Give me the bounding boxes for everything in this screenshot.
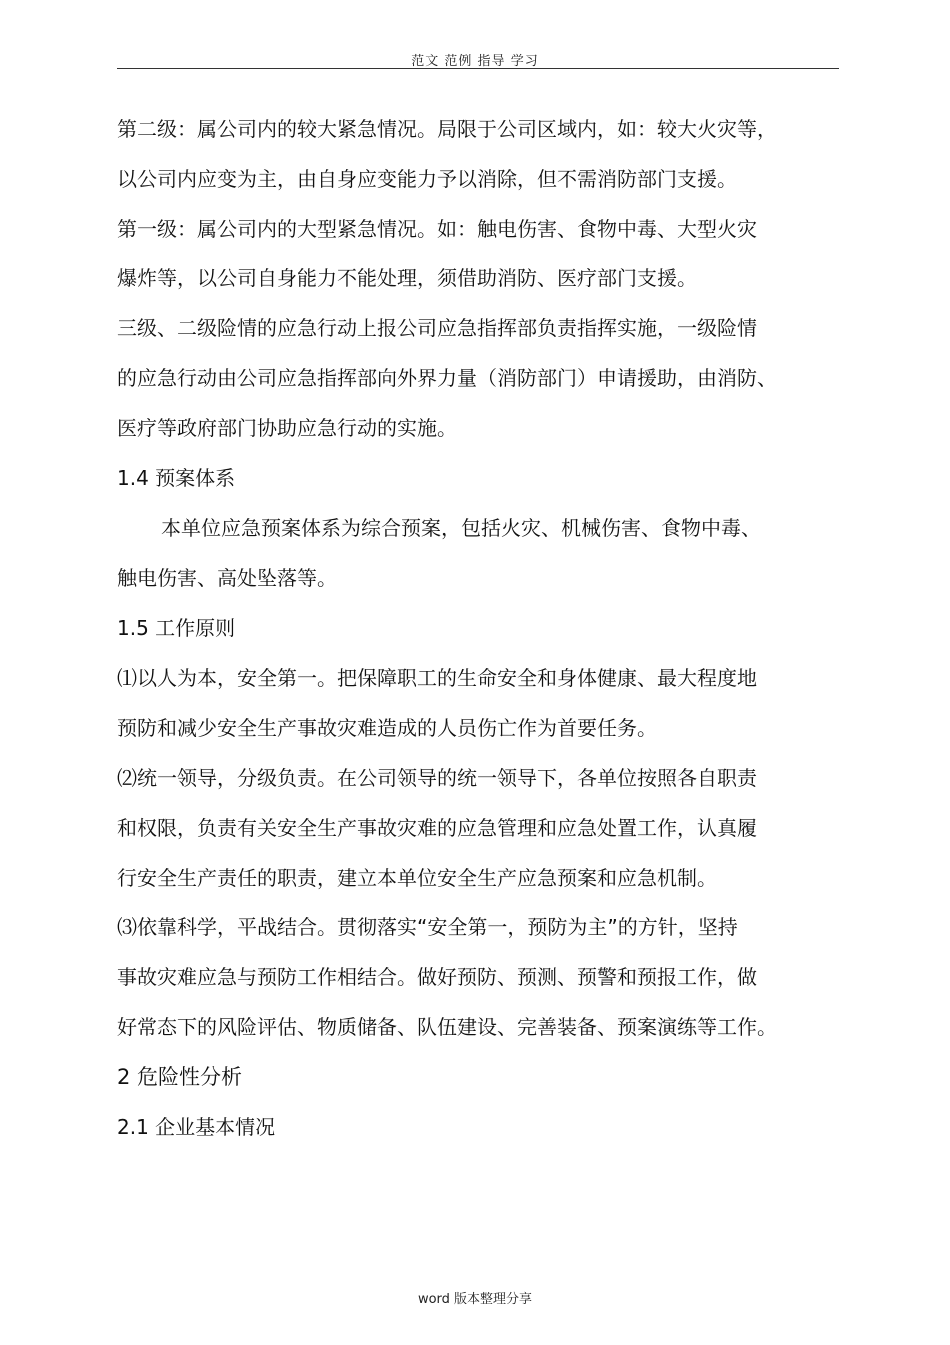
body-line: 行安全生产责任的职责，建立本单位安全生产应急预案和应急机制。: [117, 866, 717, 890]
body-line: 第二级：属公司内的较大紧急情况。局限于公司区域内，如：较大火灾等，: [117, 117, 777, 141]
body-line: 触电伤害、高处坠落等。: [117, 566, 337, 590]
body-line: 以公司内应变为主，由自身应变能力予以消除，但不需消防部门支援。: [117, 167, 737, 191]
page-footer: word 版本整理分享: [417, 1292, 533, 1307]
body-line: 事故灾难应急与预防工作相结合。做好预防、预测、预警和预报工作，做: [117, 965, 757, 989]
page-header: 范文 范例 指导 学习: [411, 54, 539, 69]
body-line: 和权限，负责有关安全生产事故灾难的应急管理和应急处置工作，认真履: [117, 816, 757, 840]
body-line: 第一级：属公司内的大型紧急情况。如：触电伤害、食物中毒、大型火灾: [117, 217, 757, 241]
header-rule: [117, 68, 839, 69]
section-heading-2-1: 2.1 企业基本情况: [117, 1115, 276, 1139]
body-line: ⑵统一领导，分级负责。在公司领导的统一领导下，各单位按照各自职责: [117, 766, 757, 790]
section-heading-2: 2 危险性分析: [117, 1065, 243, 1089]
section-heading-1-4: 1.4 预案体系: [117, 466, 236, 490]
body-line: 好常态下的风险评估、物质储备、队伍建设、完善装备、预案演练等工作。: [117, 1015, 777, 1039]
body-line: 三级、二级险情的应急行动上报公司应急指挥部负责指挥实施，一级险情: [117, 316, 757, 340]
body-line: 的应急行动由公司应急指挥部向外界力量（消防部门）申请援助，由消防、: [117, 366, 777, 390]
body-line: ⑶依靠科学，平战结合。贯彻落实“安全第一，预防为主”的方针，坚持: [117, 915, 738, 939]
body-line: 预防和减少安全生产事故灾难造成的人员伤亡作为首要任务。: [117, 716, 657, 740]
body-line: 医疗等政府部门协助应急行动的实施。: [117, 416, 457, 440]
section-heading-1-5: 1.5 工作原则: [117, 616, 236, 640]
body-line: ⑴以人为本，安全第一。把保障职工的生命安全和身体健康、最大程度地: [117, 666, 757, 690]
body-line: 爆炸等，以公司自身能力不能处理，须借助消防、医疗部门支援。: [117, 266, 697, 290]
body-line: 本单位应急预案体系为综合预案，包括火灾、机械伤害、食物中毒、: [161, 516, 761, 540]
